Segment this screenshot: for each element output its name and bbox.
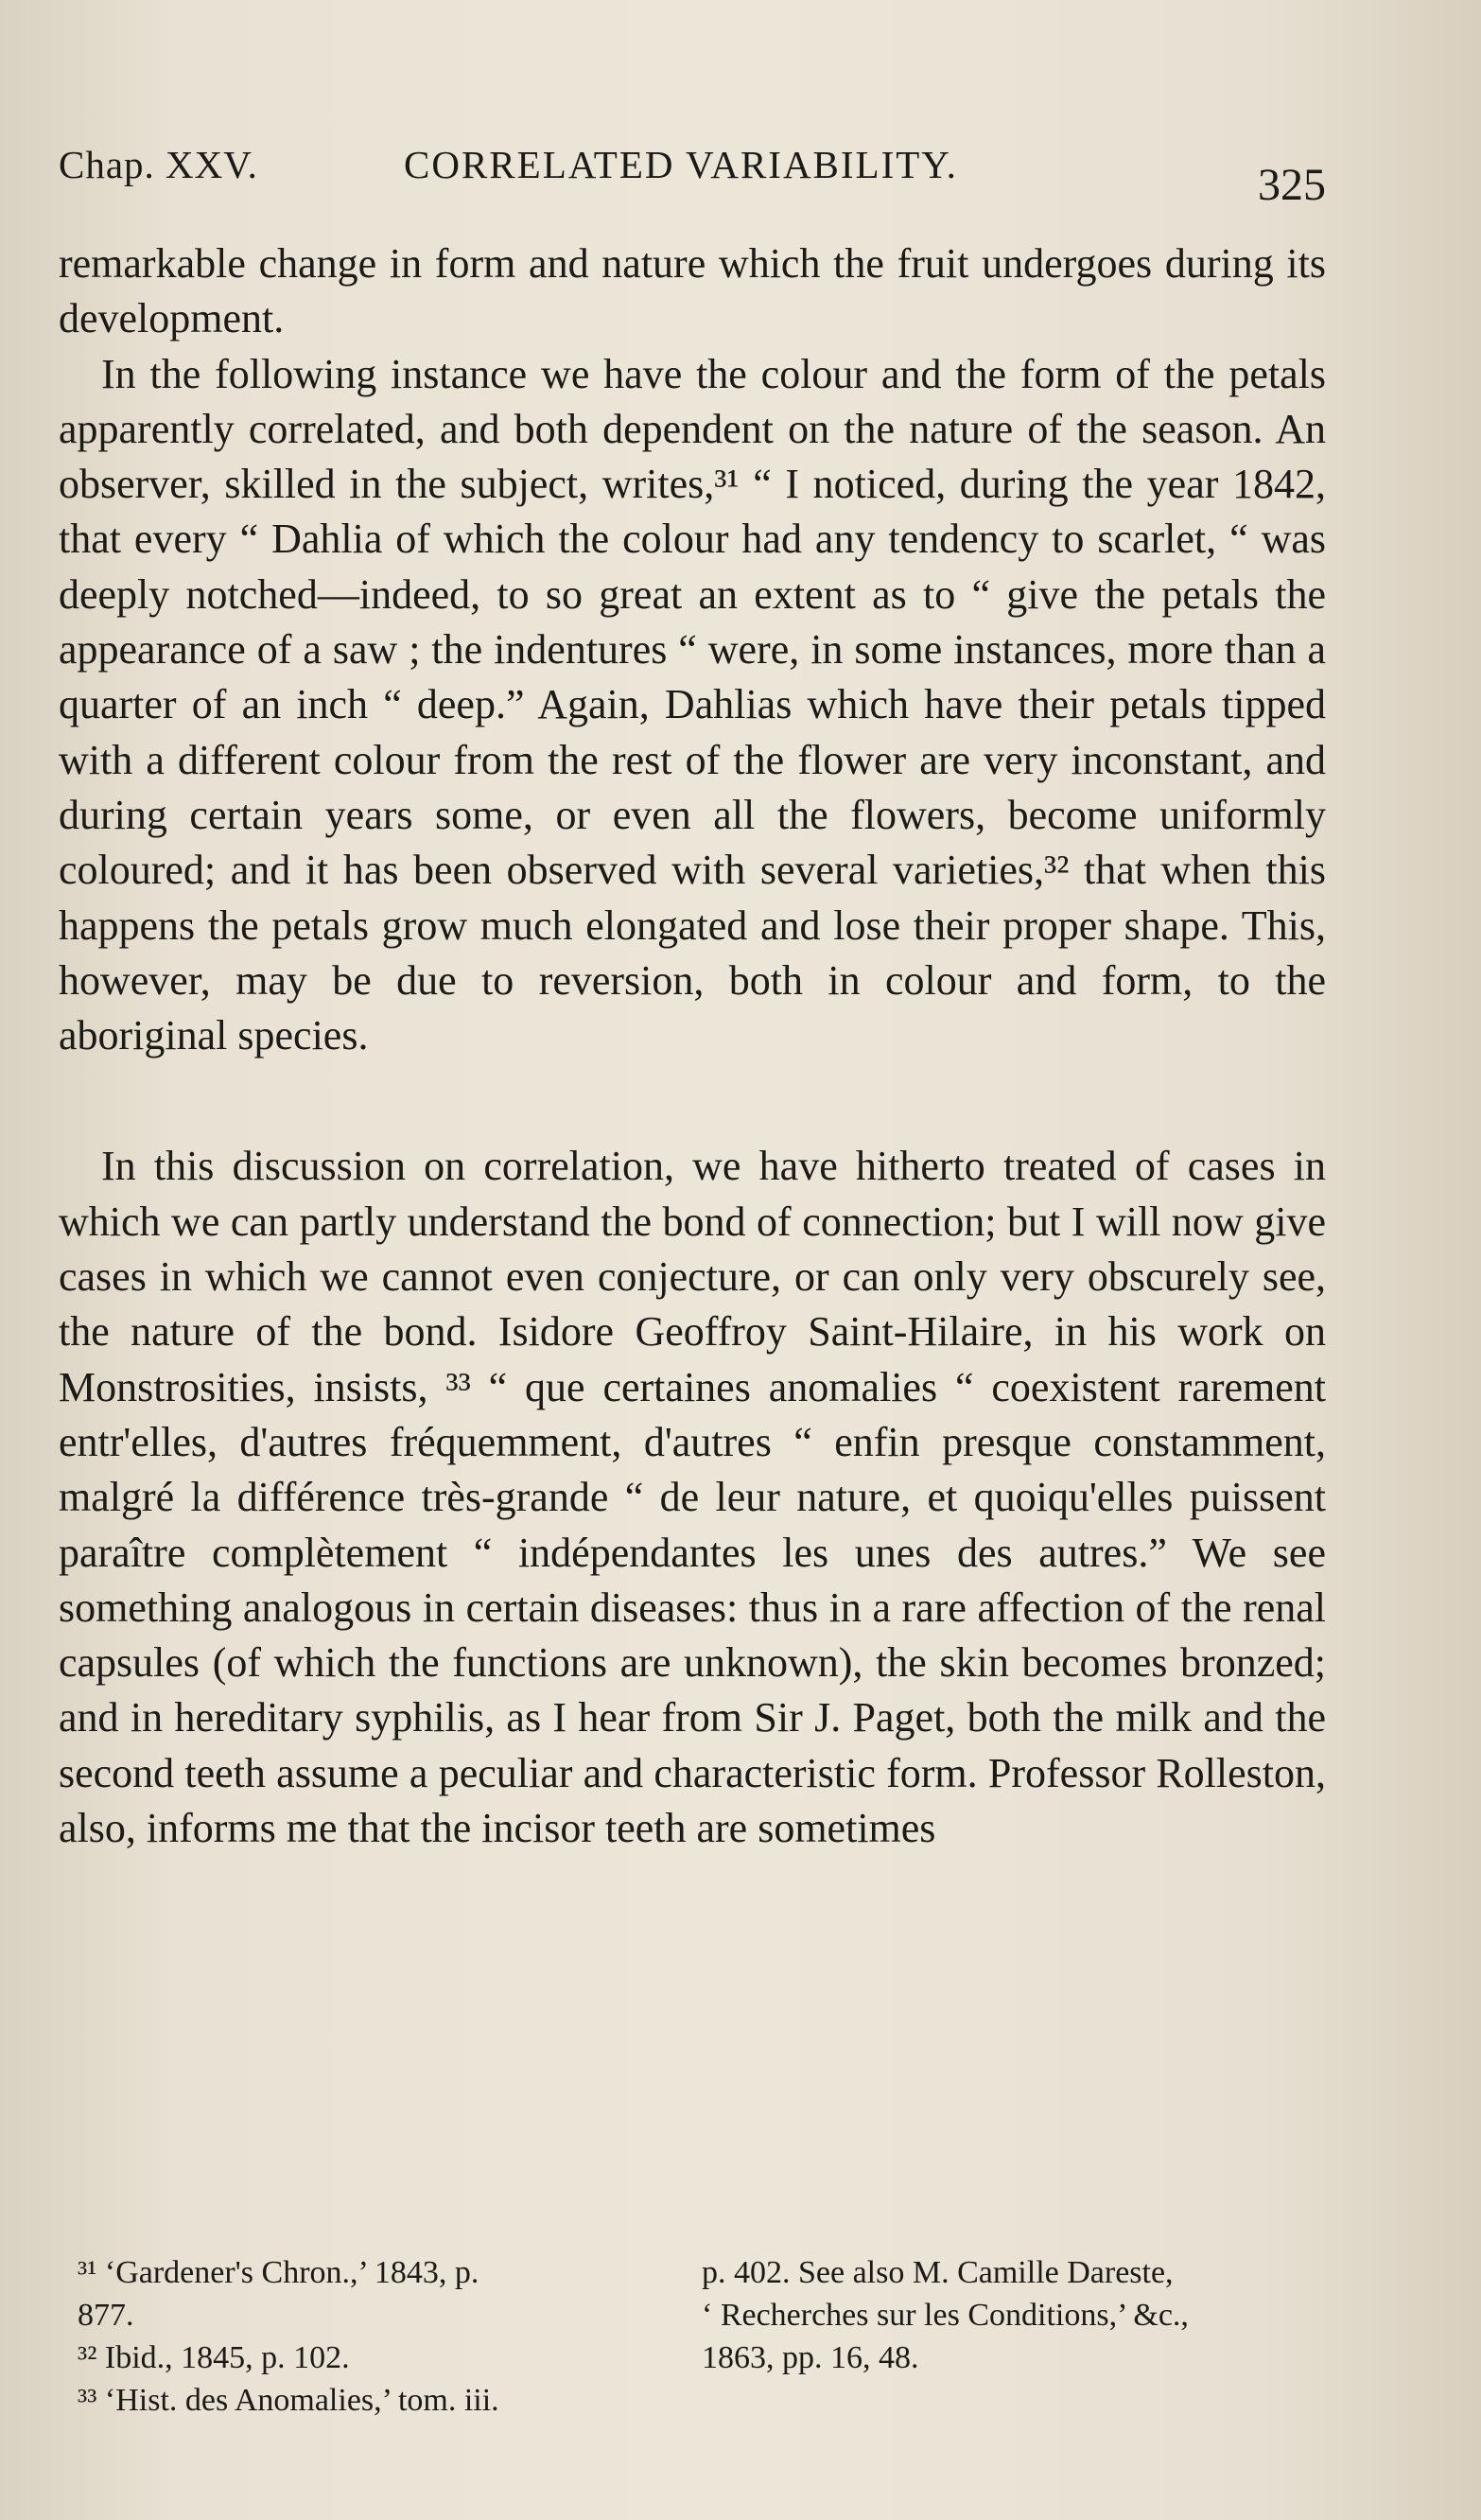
page-number: 325 <box>1258 160 1326 210</box>
paragraph-gap <box>59 1063 1326 1139</box>
body-text <box>59 236 1326 1856</box>
footnote-line: ³³ ‘Hist. des Anomalies,’ tom. iii. <box>78 2383 499 2418</box>
footnote-line: ³² Ibid., 1845, p. 102. <box>78 2340 350 2375</box>
running-title: CORRELATED VARIABILITY. <box>404 143 958 186</box>
paragraph-dahlia: In the following instance we have the colour and the form of the petals apparently correlated, and both dependent on the nature of the season. An observer, skilled in the subject, writes,³¹ “ I noticed, during the year 1842, that every “ Dahlia of which the colour had any tendency to scarlet, “ was deeply notched—indeed, to so great an extent as to “ give the petals the appearance of a saw ; the indentures “ were, in some instances, more than a quarter of an inch “ deep.” Again, Dahlias which have their petals tipped with a different colour from the rest of the flower are very inconstant, and during certain years some, or even all the flowers, become uniformly coloured; and it has been observed with several varieties,³² that when this happens the petals grow much elongated and lose their proper shape. This, however, may be due to reversion, both in colour and form, to the aboriginal species. <box>59 350 1326 1059</box>
chapter-label: Chap. XXV. <box>59 143 258 186</box>
paragraph-correlation: In this discussion on correlation, we have hitherto treated of cases in which we can partly understand the bond of connection; but I will now give cases in which we cannot even conjecture, or can only very obscurely see, the nature of the bond. Isidore Geoffroy Saint-Hilaire, in his work on Monstrosities, insists, ³³ “ que certaines anomalies “ coexistent rarement entr'elles, d'autres fréquemment, d'autres “ enfin presque constamment, malgré la différence très-grande “ de leur nature, et quoiqu'elles puissent paraître complètement “ indépendantes les unes des autres.” We see something analogous in certain diseases: thus in a rare affection of the renal capsules (of which the functions are unknown), the skin becomes bronzed; and in hereditary syphilis, as I hear from Sir J. Paget, both the milk and the second teeth assume a peculiar and characteristic form. Professor Rolleston, also, informs me that the incisor teeth are sometimes <box>59 1143 1326 1852</box>
footnote-line: ³¹ ‘Gardener's Chron.,’ 1843, p. <box>78 2255 479 2290</box>
footnote-line: p. 402. See also M. Camille Dareste, <box>702 2255 1174 2290</box>
footnote-line: 1863, pp. 16, 48. <box>702 2340 919 2375</box>
page-header <box>59 142 1326 208</box>
footnotes-right-column <box>702 2251 1326 2379</box>
footnote-line: ‘ Recherches sur les Conditions,’ &c., <box>702 2298 1189 2333</box>
footnotes-left-column <box>78 2251 664 2422</box>
footnote-line: 877. <box>78 2298 134 2333</box>
paragraph-continued: remarkable change in form and nature which the fruit undergoes during its development. <box>59 240 1326 342</box>
